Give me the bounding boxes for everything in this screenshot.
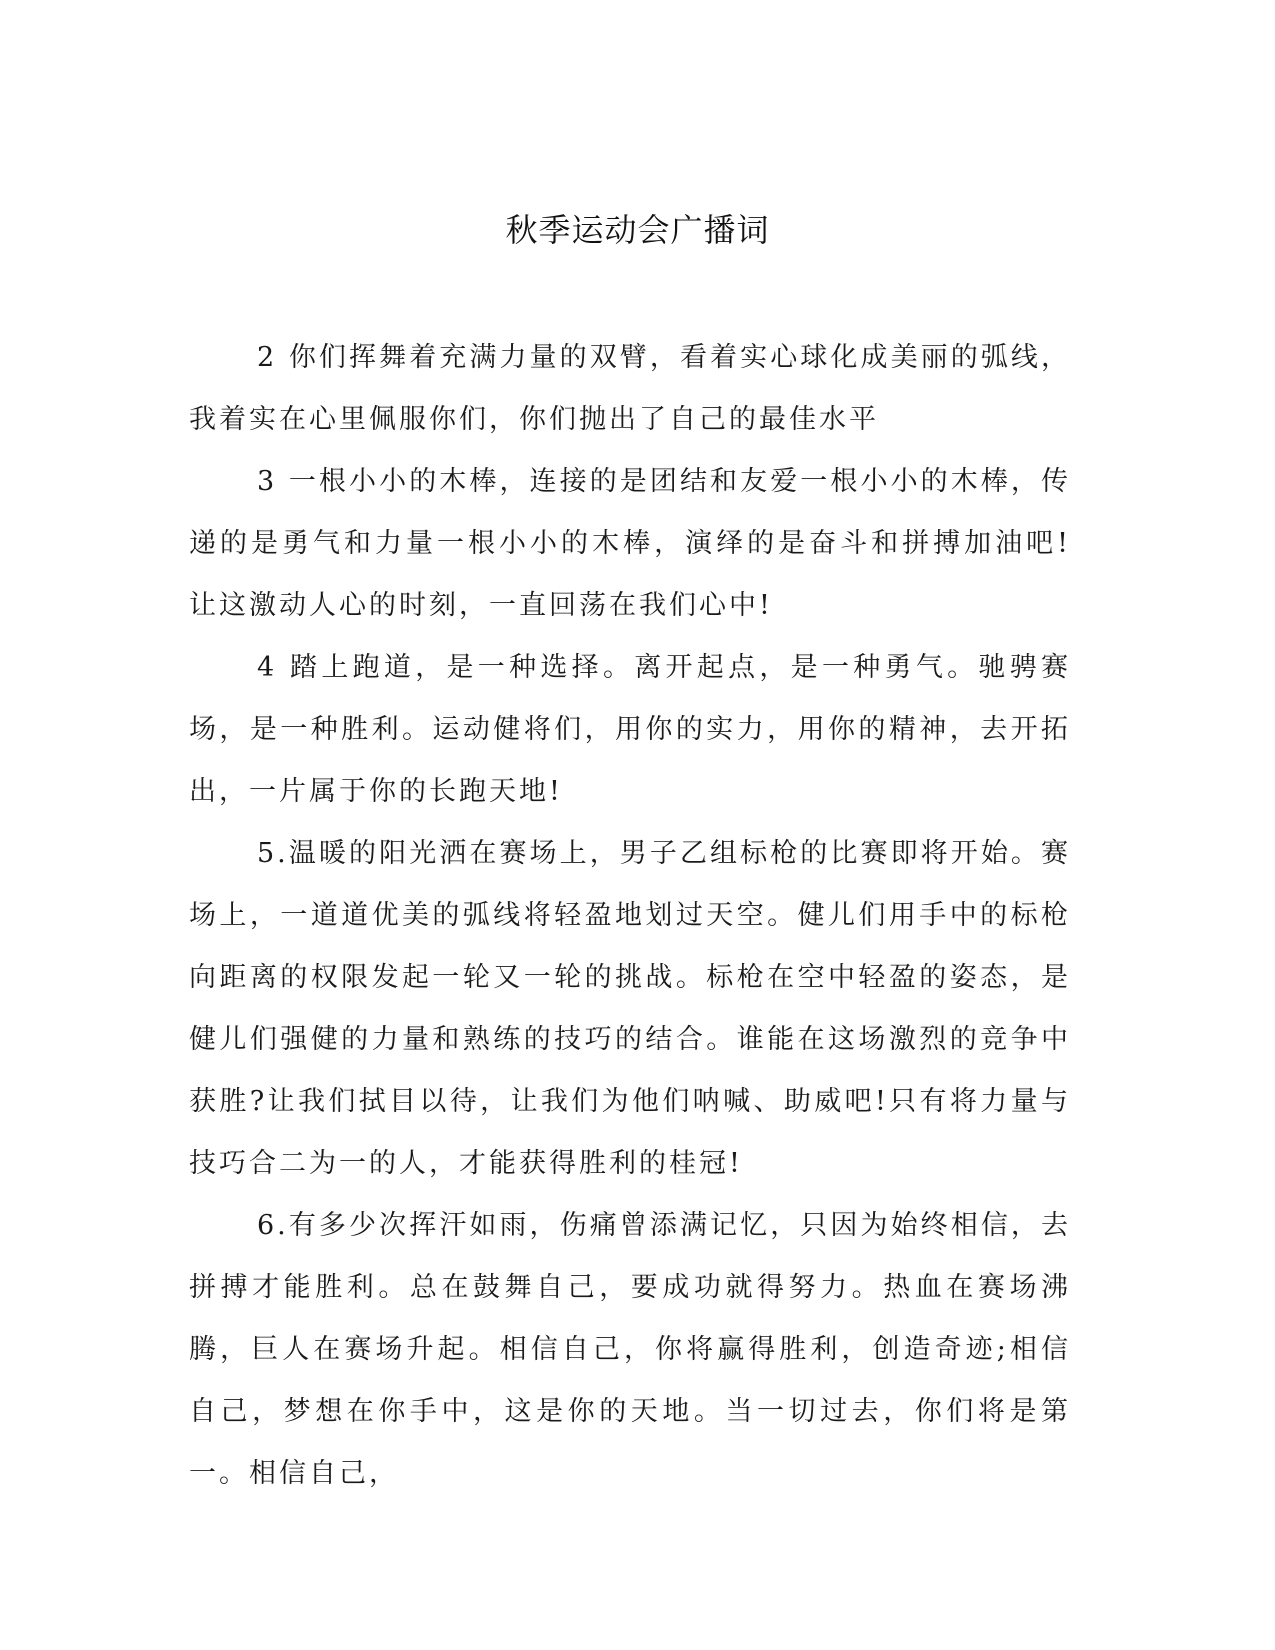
paragraph-4: 4 踏上跑道，是一种选择。离开起点，是一种勇气。驰骋赛场，是一种胜利。运动健将们，用你的实力，用你的精神，去开拓出，一片属于你的长跑天地! bbox=[189, 652, 1071, 807]
document-body bbox=[189, 327, 1071, 1505]
paragraph-6: 6.有多少次挥汗如雨，伤痛曾添满记忆，只因为始终相信，去拼搏才能胜利。总在鼓舞自己，要成功就得努力。热血在赛场沸腾，巨人在赛场升起。相信自己，你将赢得胜利，创造奇迹;相信自己，梦想在你手中，这是你的天地。当一切过去，你们将是第一。相信自己， bbox=[189, 1210, 1071, 1489]
document-title: 秋季运动会广播词 bbox=[505, 211, 770, 249]
paragraph-2: 2 你们挥舞着充满力量的双臂，看着实心球化成美丽的弧线，我着实在心里佩服你们，你们抛出了自己的最佳水平 bbox=[189, 342, 1071, 435]
paragraph-3: 3 一根小小的木棒，连接的是团结和友爱一根小小的木棒，传递的是勇气和力量一根小小的木棒，演绎的是奋斗和拼搏加油吧!让这激动人心的时刻，一直回荡在我们心中! bbox=[189, 466, 1071, 621]
paragraph-5: 5.温暖的阳光洒在赛场上，男子乙组标枪的比赛即将开始。赛场上，一道道优美的弧线将轻盈地划过天空。健儿们用手中的标枪向距离的权限发起一轮又一轮的挑战。标枪在空中轻盈的姿态，是健儿们强健的力量和熟练的技巧的结合。谁能在这场激烈的竞争中获胜?让我们拭目以待，让我们为他们呐喊、助威吧!只有将力量与技巧合二为一的人，才能获得胜利的桂冠! bbox=[189, 838, 1071, 1179]
